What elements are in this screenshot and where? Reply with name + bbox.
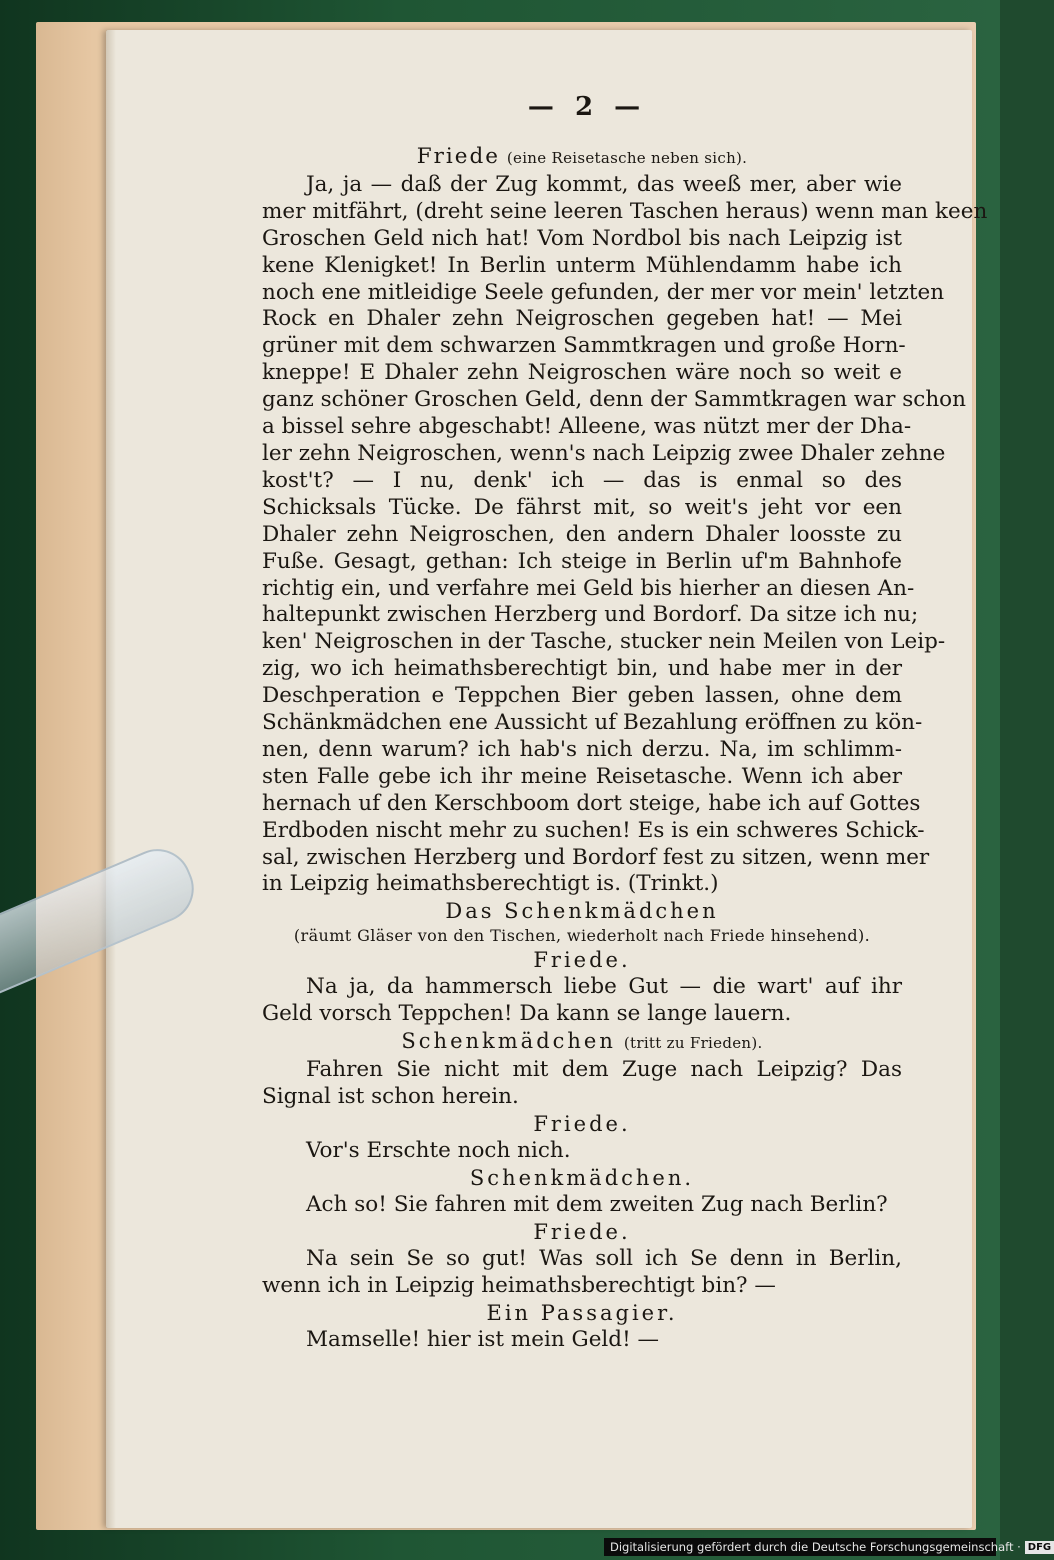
text-line: ler zehn Neigroschen, wenn's nach Leipzig zwee Dhaler zehne	[262, 440, 946, 466]
speaker-heading	[262, 1111, 902, 1138]
digitization-footer	[604, 1538, 1052, 1556]
speaker-name: Friede.	[533, 948, 631, 973]
monologue	[262, 171, 988, 898]
speaker-heading	[262, 1165, 902, 1192]
text-line: Ja, ja — daß der Zug kommt, das weeß mer, aber wie	[306, 171, 902, 197]
dialogue-line: Na ja, da hammersch liebe Gut — die wart' auf ihr	[306, 974, 902, 1000]
text-line: Schänkmädchen ene Aussicht uf Bezahlung eröffnen zu kön-	[262, 710, 923, 736]
text-line: mer mitfährt, (dreht seine leeren Taschen heraus) wenn man keen	[262, 198, 988, 224]
text-line: hernach uf den Kerschboom dort steige, habe ich auf Gottes	[262, 790, 921, 816]
speaker-name: Friede	[416, 144, 501, 169]
text-line: ken' Neigroschen in der Tasche, stucker nein Meilen von Leip-	[262, 629, 946, 655]
dialogue-line: wenn ich in Leipzig heimathsberechtigt bin? —	[262, 1272, 776, 1298]
page-content	[262, 92, 988, 1354]
speaker-heading	[262, 898, 902, 925]
speaker-heading	[262, 1219, 902, 1246]
page-edge-shadow	[106, 30, 116, 1528]
speaker-name: Friede.	[533, 1219, 631, 1244]
dialogue-exchanges	[262, 898, 902, 1353]
text-line: ganz schöner Groschen Geld, denn der Sammtkragen war schon	[262, 387, 966, 413]
text-line: kene Klenigket! In Berlin unterm Mühlendamm habe ich	[262, 252, 902, 278]
dialogue-line: Na sein Se so gut! Was soll ich Se denn in Berlin,	[306, 1245, 902, 1271]
text-line: Groschen Geld nich hat! Vom Nordbol bis nach Leipzig ist	[262, 225, 902, 251]
text-line: a bissel sehre abgeschabt! Alleene, was nützt mer der Dha-	[262, 414, 912, 440]
page-number: — 2 —	[527, 92, 647, 122]
text-line: nen, denn warum? ich hab's nich derzu. Na, im schlimm-	[262, 736, 902, 762]
dialogue-line: Signal ist schon herein.	[262, 1084, 519, 1110]
stage-direction: (tritt zu Frieden).	[623, 1034, 763, 1053]
speaker-name: Das Schenkmädchen	[445, 899, 719, 924]
speaker-name: Schenkmädchen.	[469, 1165, 695, 1190]
footer-text: Digitalisierung gefördert durch die Deutsche Forschungsgemeinschaft ·	[610, 1540, 1021, 1554]
speaker-heading	[262, 1300, 902, 1327]
text-line: haltepunkt zwischen Herzberg und Bordorf. Da sitze ich nu;	[262, 602, 919, 628]
text-line: kost't? — I nu, denk' ich — das is enmal so des	[262, 467, 902, 493]
dialogue-line: Geld vorsch Teppchen! Da kann se lange lauern.	[262, 1001, 792, 1027]
text-line: Erdboden nischt mehr zu suchen! Es is ein schweres Schick-	[262, 817, 925, 843]
speaker-heading	[262, 1028, 902, 1057]
text-line: richtig ein, und verfahre mei Geld bis hierher an diesen An-	[262, 575, 915, 601]
dialogue-line: Mamselle! hier ist mein Geld! —	[306, 1326, 660, 1352]
text-line: Dhaler zehn Neigroschen, den andern Dhaler loosste zu	[262, 521, 902, 547]
text-line: grüner mit dem schwarzen Sammtkragen und große Horn-	[262, 333, 906, 359]
dialogue-line: Fahren Sie nicht mit dem Zuge nach Leipzig? Das	[306, 1057, 902, 1083]
text-line: sten Falle gebe ich ihr meine Reisetasche. Wenn ich aber	[262, 763, 902, 789]
text-line: Schicksals Tücke. De fährst mit, so weit's jeht vor een	[262, 494, 902, 520]
text-line: noch ene mitleidige Seele gefunden, der mer vor mein' letzten	[262, 279, 945, 305]
dialogue-line: Ach so! Sie fahren mit dem zweiten Zug nach Berlin?	[306, 1191, 888, 1217]
speaker-name: Schenkmädchen	[401, 1029, 616, 1054]
dialogue-line: Vor's Erschte noch nich.	[306, 1138, 571, 1163]
text-line: in Leipzig heimathsberechtigt is. (Trinkt.)	[262, 871, 719, 897]
text-line: zig, wo ich heimathsberechtigt bin, und habe mer in der	[262, 656, 902, 682]
stage-direction: (eine Reisetasche neben sich).	[506, 149, 748, 167]
text-line: Fuße. Gesagt, gethan: Ich steige in Berlin uf'm Bahnhofe	[262, 548, 902, 574]
text-line: sal, zwischen Herzberg und Bordorf fest zu sitzen, wenn mer	[262, 844, 930, 870]
speaker-heading	[262, 947, 902, 974]
dfg-logo: DFG	[1025, 1541, 1054, 1554]
speaker-name: Friede.	[533, 1112, 631, 1136]
text-line: Rock en Dhaler zehn Neigroschen gegeben hat! — Mei	[262, 306, 902, 332]
text-line: kneppe! E Dhaler zehn Neigroschen wäre noch so weit e	[262, 360, 902, 386]
text-line: Deschperation e Teppchen Bier geben lassen, ohne dem	[262, 683, 902, 709]
stage-direction: (räumt Gläser von den Tischen, wiederholt nach Friede hinsehend).	[293, 926, 871, 946]
opening-heading	[262, 144, 902, 172]
speaker-name: Ein Passagier.	[486, 1300, 678, 1325]
